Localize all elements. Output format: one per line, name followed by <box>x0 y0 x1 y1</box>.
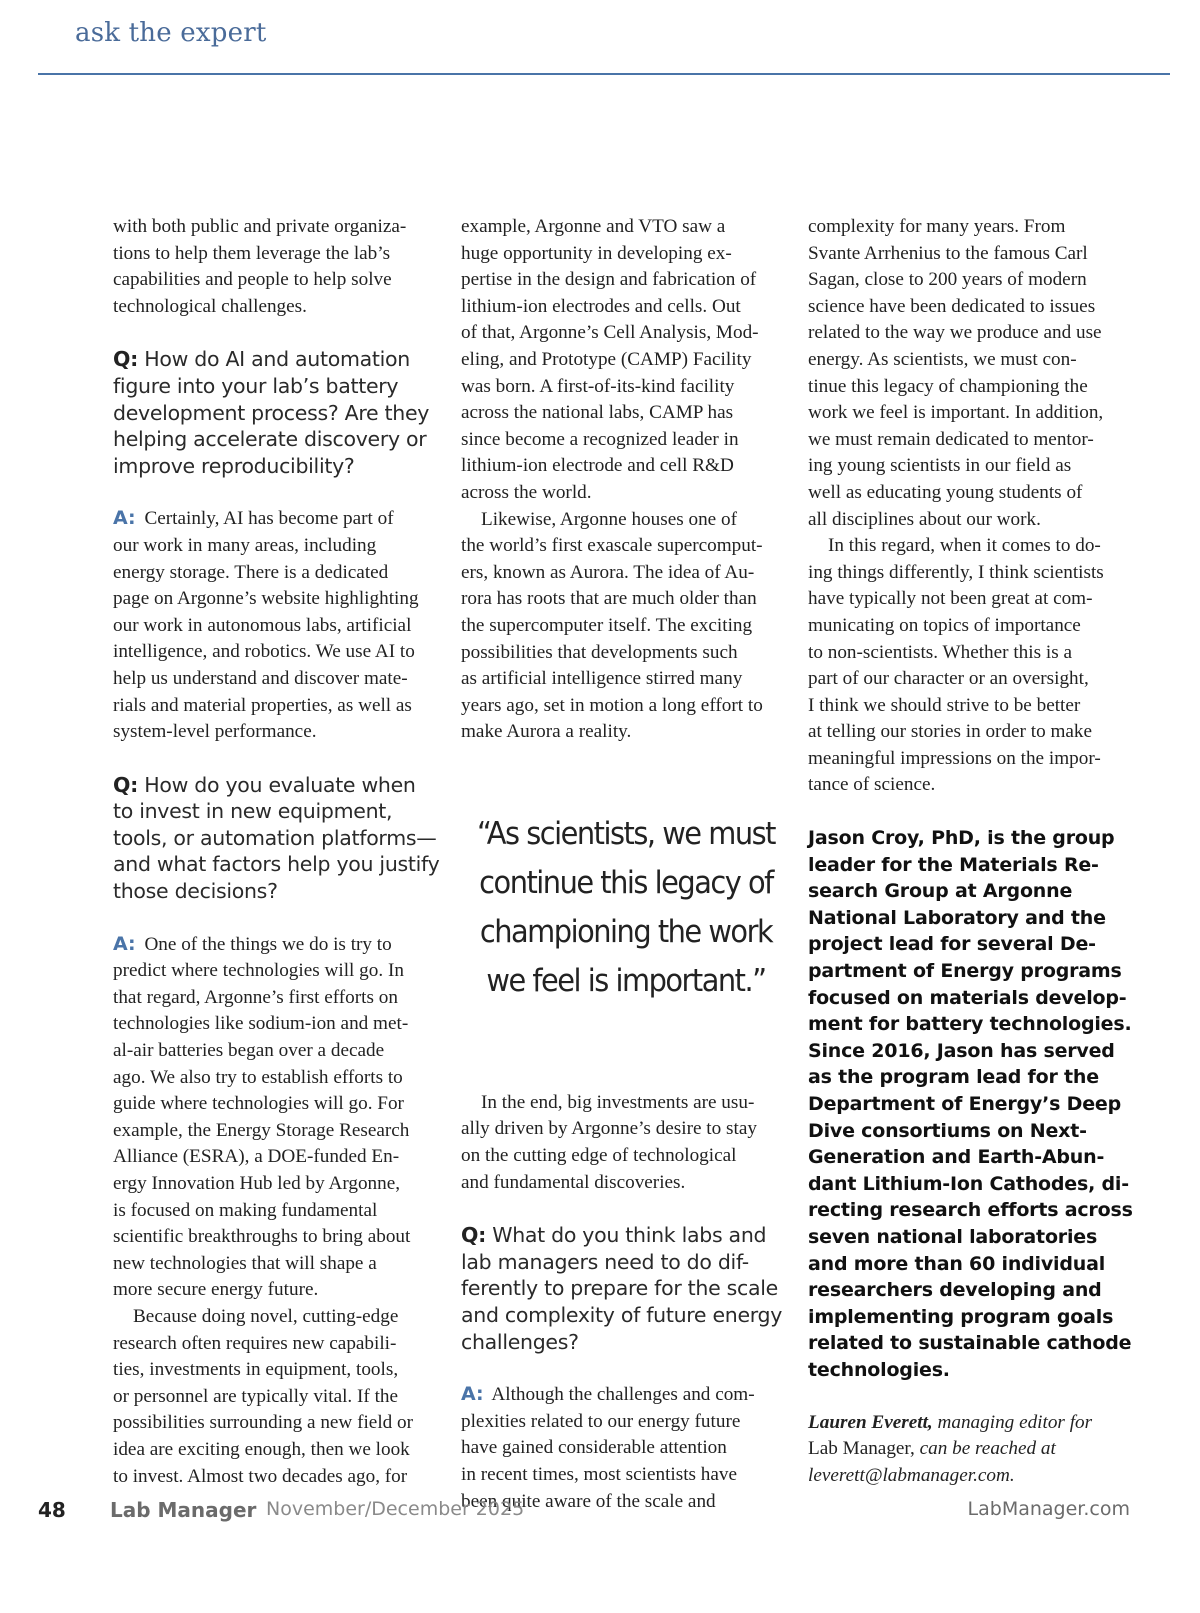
text-line: recting research efforts across <box>808 1199 1133 1222</box>
paragraph <box>113 214 440 320</box>
text-line: Svante Arrhenius to the famous Carl <box>808 242 1088 264</box>
text-line: page on Argonne’s website highlighting <box>113 588 419 610</box>
text-line: example, the Energy Storage Research <box>113 1119 410 1141</box>
text-line: of that, Argonne’s Cell Analysis, Mod- <box>461 322 759 344</box>
text-line: years ago, set in motion a long effort to <box>461 694 763 716</box>
text-line: ago. We also try to establish efforts to <box>113 1066 403 1088</box>
text-line: possibilities that developments such <box>461 641 738 663</box>
question-label: Q: <box>113 347 139 372</box>
text-line: development process? Are they <box>113 400 430 425</box>
text-line: possibilities surrounding a new field or <box>113 1412 414 1434</box>
text-line: rials and material properties, as well as <box>113 694 412 716</box>
text-line: ing things differently, I think scientists <box>808 561 1104 583</box>
text-line: huge opportunity in developing ex- <box>461 242 732 264</box>
paragraph <box>461 214 791 507</box>
website-link[interactable]: LabManager.com <box>967 1498 1130 1520</box>
text-line: tinue this legacy of championing the <box>808 375 1088 397</box>
text-line: have typically not been great at com- <box>808 588 1093 610</box>
text-line: lithium-ion electrodes and cells. Out <box>461 295 741 317</box>
text-line: more secure energy future. <box>113 1279 319 1301</box>
text-line: Certainly, AI has become part of <box>139 508 394 530</box>
question-3 <box>461 1222 791 1355</box>
text-line: pertise in the design and fabrication of <box>461 269 757 291</box>
text-line: and more than 60 individual <box>808 1252 1106 1275</box>
text-line: at telling our stories in order to make <box>808 721 1093 743</box>
issue-date: November/December 2025 <box>266 1498 525 1520</box>
text-line: intelligence, and robotics. We use AI to <box>113 641 415 663</box>
text-line: National Laboratory and the <box>808 906 1106 929</box>
answer-label: A: <box>461 1383 484 1406</box>
text-line: we must remain dedicated to mentor- <box>808 428 1094 450</box>
text-line: ing young scientists in our field as <box>808 455 1072 477</box>
text-line: Since 2016, Jason has served <box>808 1039 1115 1062</box>
text-line: guide where technologies will go. For <box>113 1093 404 1115</box>
text-line: as the program lead for the <box>808 1066 1099 1089</box>
text-line: Jason Croy, PhD, is the group <box>808 827 1115 850</box>
text-line: those decisions? <box>113 879 278 904</box>
paragraph <box>113 1304 440 1490</box>
question-label: Q: <box>461 1223 487 1248</box>
text-line: on the cutting edge of technological <box>461 1145 737 1167</box>
text-line: and what factors help you justify <box>113 852 440 877</box>
text-line: I think we should strive to be better <box>808 694 1081 716</box>
text-line: Alliance (ESRA), a DOE-funded En- <box>113 1146 400 1168</box>
text-line: was born. A first-of-its-kind facility <box>461 375 735 397</box>
text-line: related to the way we produce and use <box>808 322 1102 344</box>
text-line: tance of science. <box>808 774 936 796</box>
text-line: ergy Innovation Hub led by Argonne, <box>113 1173 401 1194</box>
text-line: al-air batteries began over a decade <box>113 1040 385 1062</box>
text-line: What do you think labs and <box>486 1223 767 1248</box>
text-line: energy storage. There is a dedicated <box>113 561 389 583</box>
text-line: Generation and Earth-Abun- <box>808 1146 1105 1169</box>
section-label: ask the expert <box>75 18 267 48</box>
editor-credit: Lauren Everett, managing editor for Lab Manager, can be reached at leverett@labmanager.com. <box>808 1411 1093 1486</box>
text-line: help us understand and discover mate- <box>113 667 408 689</box>
text-line: focused on materials develop- <box>808 986 1127 1009</box>
text-line: Likewise, Argonne houses one of <box>481 508 737 530</box>
text-line: challenges? <box>461 1329 579 1354</box>
text-line: eling, and Prototype (CAMP) Facility <box>461 348 752 370</box>
text-line: leader for the Materials Re- <box>808 853 1099 876</box>
text-line: ers, known as Aurora. The idea of Au- <box>461 561 755 583</box>
text-line: capabilities and people to help solve <box>113 269 392 291</box>
paragraph <box>461 507 791 746</box>
text-line: predict where technologies will go. In <box>113 960 404 982</box>
text-line: How do you evaluate when <box>138 772 416 797</box>
text-line: municating on topics of importance <box>808 614 1081 636</box>
text-line: scientific breakthroughs to bring about <box>113 1226 411 1248</box>
answer-label: A: <box>113 507 136 530</box>
text-line: our work in many areas, including <box>113 534 377 556</box>
text-line: or personnel are typically vital. If the <box>113 1385 399 1407</box>
text-line: is focused on making fundamental <box>113 1199 378 1221</box>
text-line: seven national laboratories <box>808 1225 1098 1248</box>
header-rule <box>38 73 1170 75</box>
text-line: have gained considerable attention <box>461 1437 727 1459</box>
text-line: technologies. <box>808 1358 950 1381</box>
pull-quote <box>473 810 780 1006</box>
text-line: Sagan, close to 200 years of modern <box>808 269 1087 291</box>
page-footer <box>0 1498 1200 1528</box>
text-line: Because doing novel, cutting-edge <box>133 1305 399 1327</box>
text-line: technologies like sodium-ion and met- <box>113 1013 409 1035</box>
text-line: to invest in new equipment, <box>113 799 393 824</box>
column-3 <box>808 214 1138 1489</box>
text-line: figure into your lab’s battery <box>113 373 399 398</box>
text-line: science have been dedicated to issues <box>808 295 1096 317</box>
text-line: tools, or automation platforms— <box>113 825 437 850</box>
text-line: continue this legacy of <box>479 864 773 901</box>
answer-label: A: <box>113 932 136 955</box>
text-line: improve reproducibility? <box>113 453 355 478</box>
text-line: partment of Energy programs <box>808 960 1122 983</box>
text-line: complexity for many years. From <box>808 216 1066 237</box>
text-line: the world’s first exascale supercomput- <box>461 535 763 557</box>
text-line: Although the challenges and com- <box>487 1384 755 1406</box>
text-line: Department of Energy’s Deep <box>808 1093 1122 1115</box>
text-line: ties, investments in equipment, tools, <box>113 1359 399 1381</box>
answer-1 <box>113 505 440 745</box>
text-line: with both public and private organiza- <box>113 216 407 237</box>
text-line: rora has roots that are much older than <box>461 588 757 610</box>
text-line: we feel is important.” <box>486 962 766 999</box>
text-line: as artificial intelligence stirred many <box>461 668 743 690</box>
editor-email[interactable]: leverett@labmanager.com. <box>808 1464 1015 1486</box>
text-line: across the world. <box>461 481 592 503</box>
text-line: How do AI and automation <box>138 347 410 372</box>
text-line: that regard, Argonne’s first efforts on <box>113 986 398 1008</box>
text-line: ferently to prepare for the scale <box>461 1276 778 1301</box>
text-line: ally driven by Argonne’s desire to stay <box>461 1118 757 1140</box>
text-line: example, Argonne and VTO saw a <box>461 216 726 237</box>
text-line: helping accelerate discovery or <box>113 427 427 452</box>
text-line: championing the work <box>479 913 773 950</box>
text-line: well as educating young students of <box>808 481 1083 503</box>
text-line: meaningful impressions on the impor- <box>808 747 1101 769</box>
question-label: Q: <box>113 772 139 797</box>
text-line: to invest. Almost two decades ago, for <box>113 1465 408 1487</box>
text-line: to non-scientists. Whether this is a <box>808 641 1072 663</box>
paragraph <box>808 214 1138 533</box>
editor-name: Lauren Everett, <box>808 1411 933 1433</box>
text-line: lithium-ion electrode and cell R&D <box>461 455 734 477</box>
text-line: research often requires new capabili- <box>113 1332 397 1354</box>
question-1 <box>113 346 440 479</box>
text-line: implementing program goals <box>808 1305 1114 1328</box>
text-line: system-level performance. <box>113 721 317 743</box>
text-line: since become a recognized leader in <box>461 428 739 450</box>
text-line: and fundamental discoveries. <box>461 1171 686 1193</box>
text-line: and complexity of future energy <box>461 1303 783 1328</box>
publication-name: Lab Manager, <box>808 1438 915 1460</box>
text-line: the supercomputer itself. The exciting <box>461 614 753 636</box>
paragraph <box>461 1090 791 1196</box>
text-line: part of our character or an oversight, <box>808 668 1089 690</box>
text-line: One of the things we do is try to <box>139 933 392 955</box>
text-line: plexities related to our energy future <box>461 1410 741 1432</box>
text-line: project lead for several De- <box>808 933 1096 956</box>
text-line: in recent times, most scientists have <box>461 1464 738 1485</box>
text-line: make Aurora a reality. <box>461 721 632 743</box>
text-line: all disciplines about our work. <box>808 508 1041 530</box>
text-line: Dive consortiums on Next- <box>808 1119 1087 1142</box>
text-line: new technologies that will shape a <box>113 1252 377 1274</box>
text-line: tions to help them leverage the lab’s <box>113 242 391 264</box>
text-line: lab managers need to do dif- <box>461 1249 749 1274</box>
text-line: work we feel is important. In addition, <box>808 402 1104 424</box>
page-number: 48 <box>38 1498 66 1522</box>
text-line: In this regard, when it comes to do- <box>828 535 1101 557</box>
question-2 <box>113 772 440 905</box>
column-2 <box>461 214 791 1515</box>
text-line: “As scientists, we must <box>477 815 775 852</box>
answer-3 <box>461 1381 791 1515</box>
author-bio <box>808 825 1138 1383</box>
answer-2 <box>113 931 440 1304</box>
text-line: search Group at Argonne <box>808 880 1073 903</box>
text-line: been quite aware of the scale and <box>461 1490 716 1512</box>
text-line: related to sustainable cathode <box>808 1332 1132 1355</box>
column-1 <box>113 214 440 1490</box>
text-line: idea are exciting enough, then we look <box>113 1438 410 1460</box>
text-line: ment for battery technologies. <box>808 1013 1132 1036</box>
paragraph <box>808 533 1138 799</box>
text-line: dant Lithium-Ion Cathodes, di- <box>808 1172 1129 1195</box>
text-line: across the national labs, CAMP has <box>461 402 734 424</box>
text-line: energy. As scientists, we must con- <box>808 348 1077 370</box>
text-line: our work in autonomous labs, artificial <box>113 614 412 636</box>
text-line: researchers developing and <box>808 1279 1102 1302</box>
magazine-name: Lab Manager <box>110 1498 257 1522</box>
text-line: In the end, big investments are usu- <box>481 1091 755 1113</box>
text-line: technological challenges. <box>113 295 307 317</box>
